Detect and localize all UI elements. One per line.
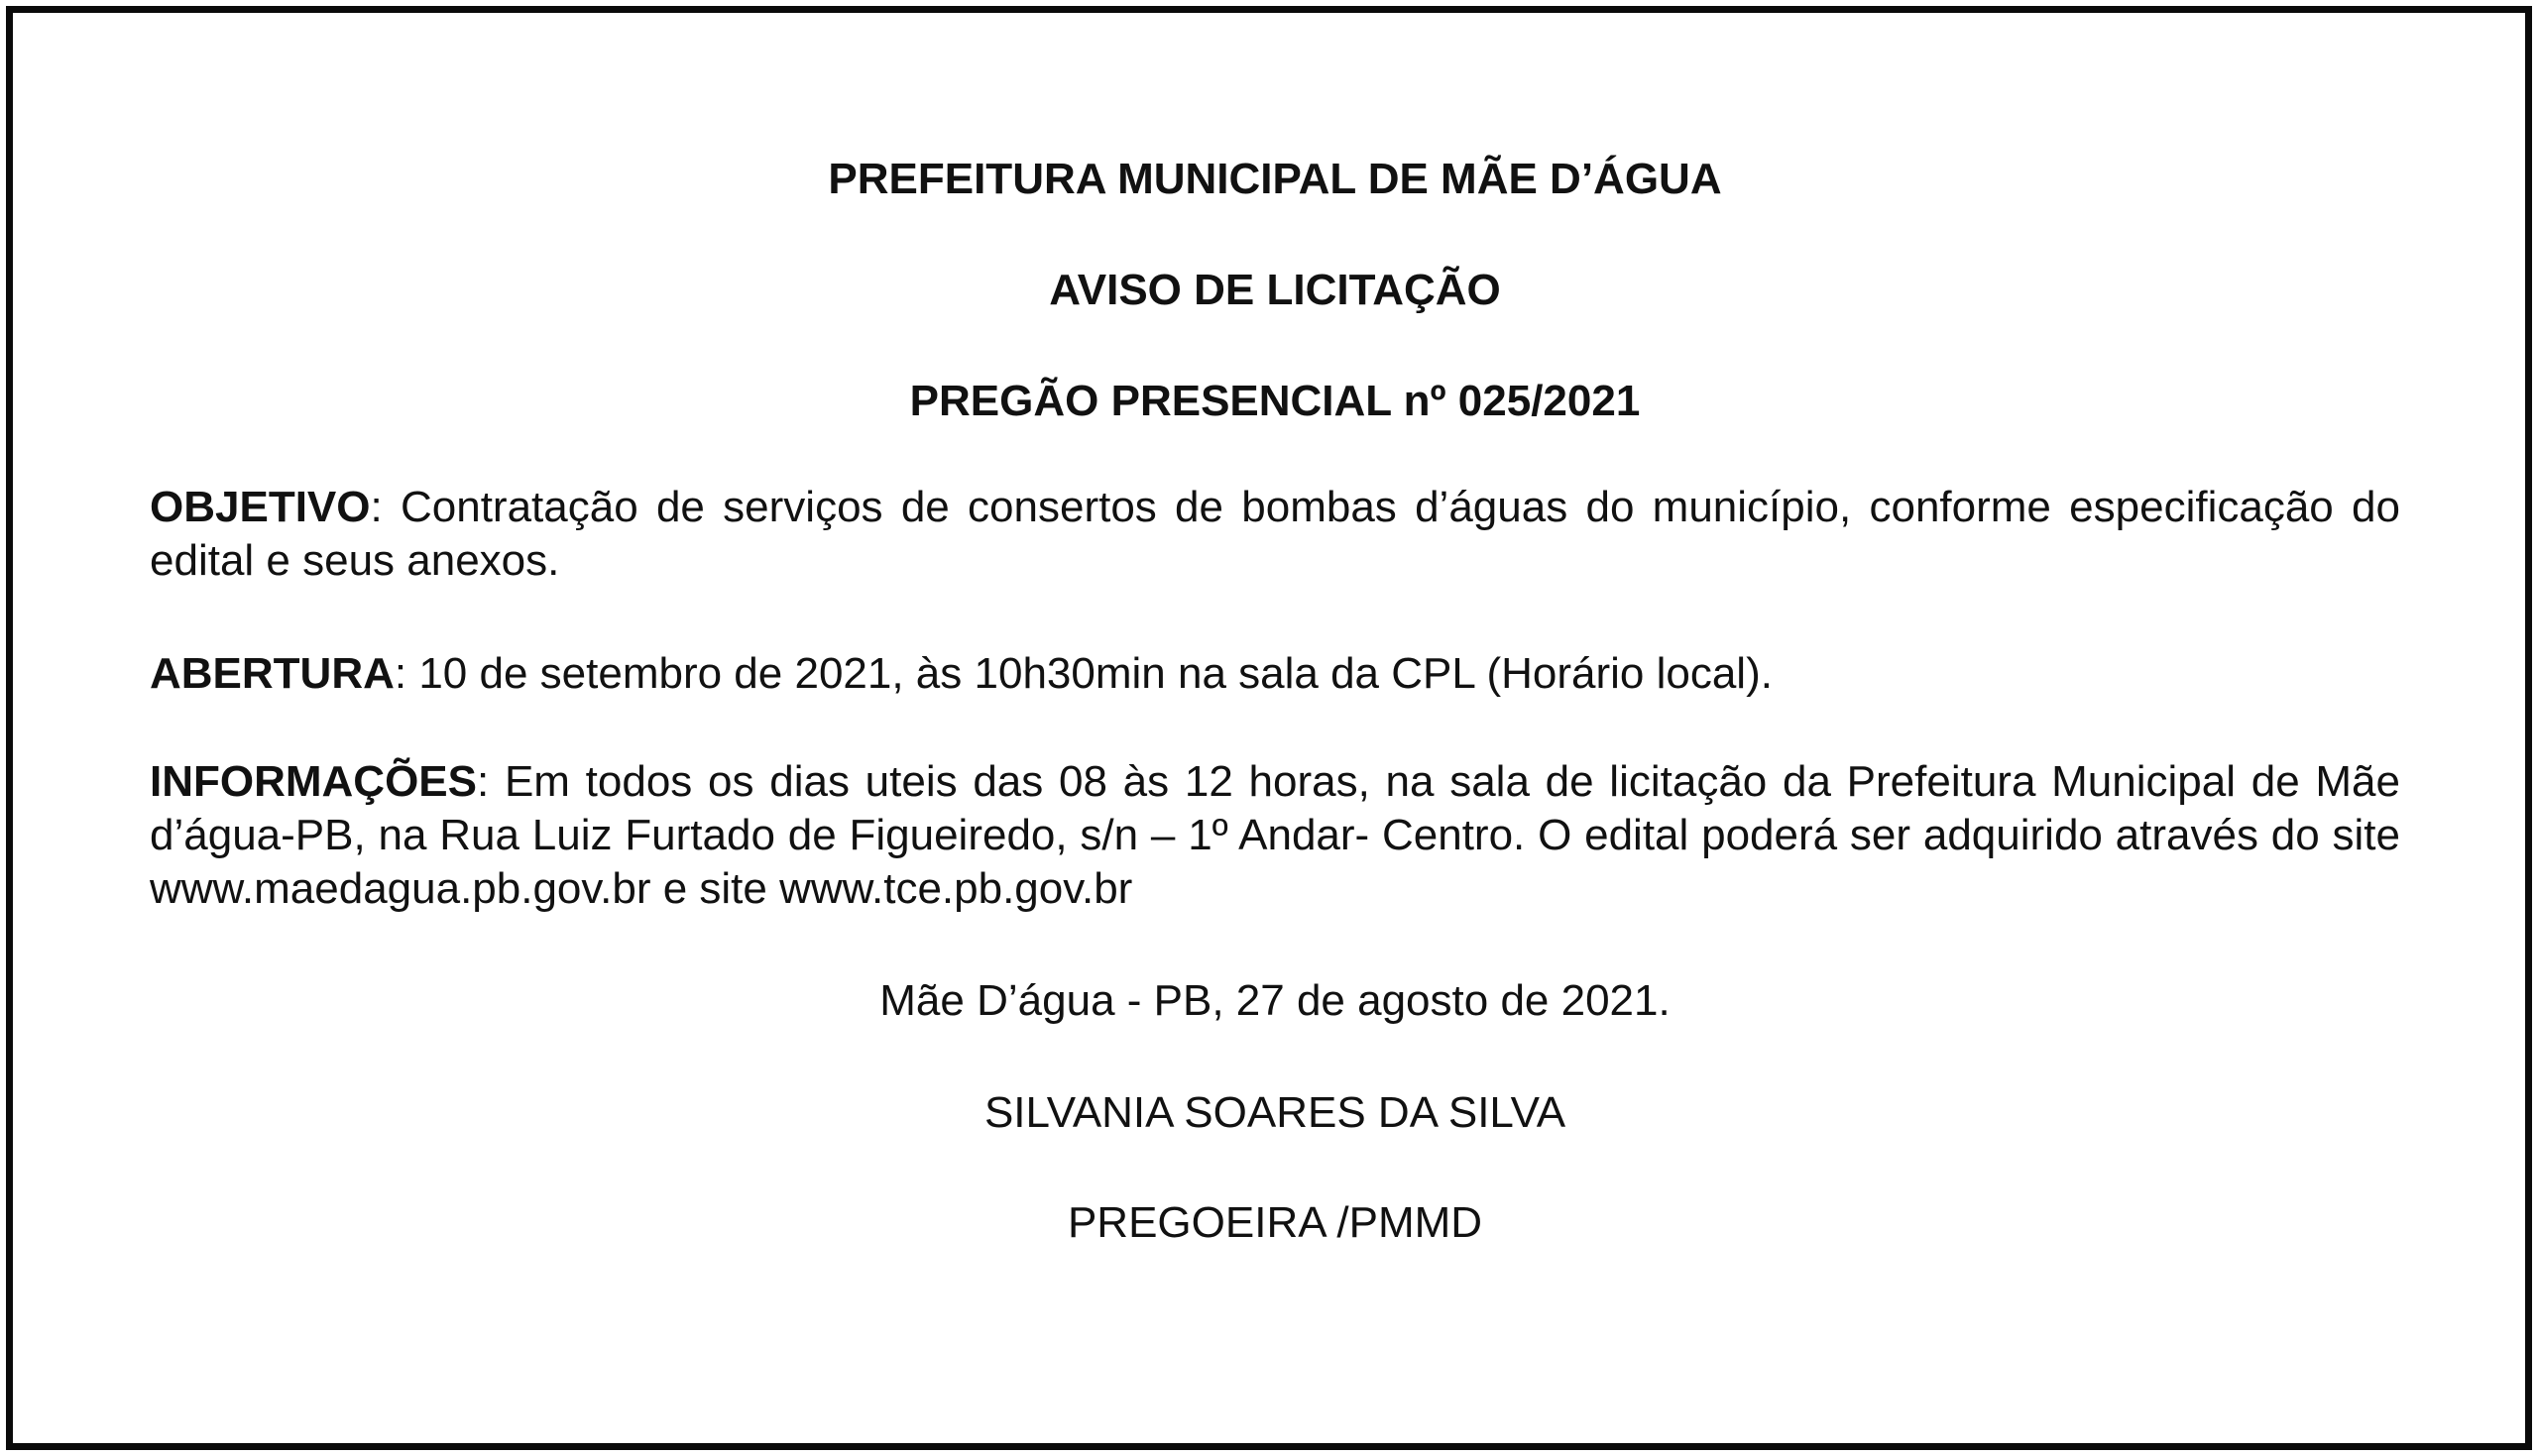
notice-title: AVISO DE LICITAÇÃO: [1049, 266, 1501, 314]
informacoes-label: INFORMAÇÕES: [150, 757, 477, 806]
notice-subtitle: PREGÃO PRESENCIAL nº 025/2021: [909, 377, 1641, 425]
objetivo-paragraph: [150, 481, 2400, 588]
informacoes-text: : Em todos os dias uteis das 08 às 12 horas, na sala de licitação da Prefeitura Municipal de Mãe d’água-PB, na Rua Luiz Furtado de Figueiredo, s/n – 1º Andar- Centro. O edital poderá ser adquirido através do site www.maedagua.pb.gov.br e site www.tce.pb.gov.br: [150, 757, 2400, 913]
abertura-text: : 10 de setembro de 2021, às 10h30min na sala da CPL (Horário local).: [394, 649, 1773, 698]
signer-role: PREGOEIRA /PMMD: [1067, 1198, 1483, 1247]
objetivo-text: : Contratação de serviços de consertos de bombas d’águas do município, conforme especificação do edital e seus anexos.: [150, 483, 2400, 585]
signer-name: SILVANIA SOARES DA SILVA: [983, 1088, 1566, 1137]
notice-frame: [6, 6, 2532, 1450]
notice-header: PREFEITURA MUNICIPAL DE MÃE D’ÁGUA: [828, 155, 1722, 203]
date-line: Mãe D’água - PB, 27 de agosto de 2021.: [879, 976, 1671, 1025]
informacoes-paragraph: [150, 755, 2400, 916]
abertura-paragraph: [150, 647, 2400, 701]
objetivo-label: OBJETIVO: [150, 483, 371, 531]
abertura-label: ABERTURA: [150, 649, 395, 698]
